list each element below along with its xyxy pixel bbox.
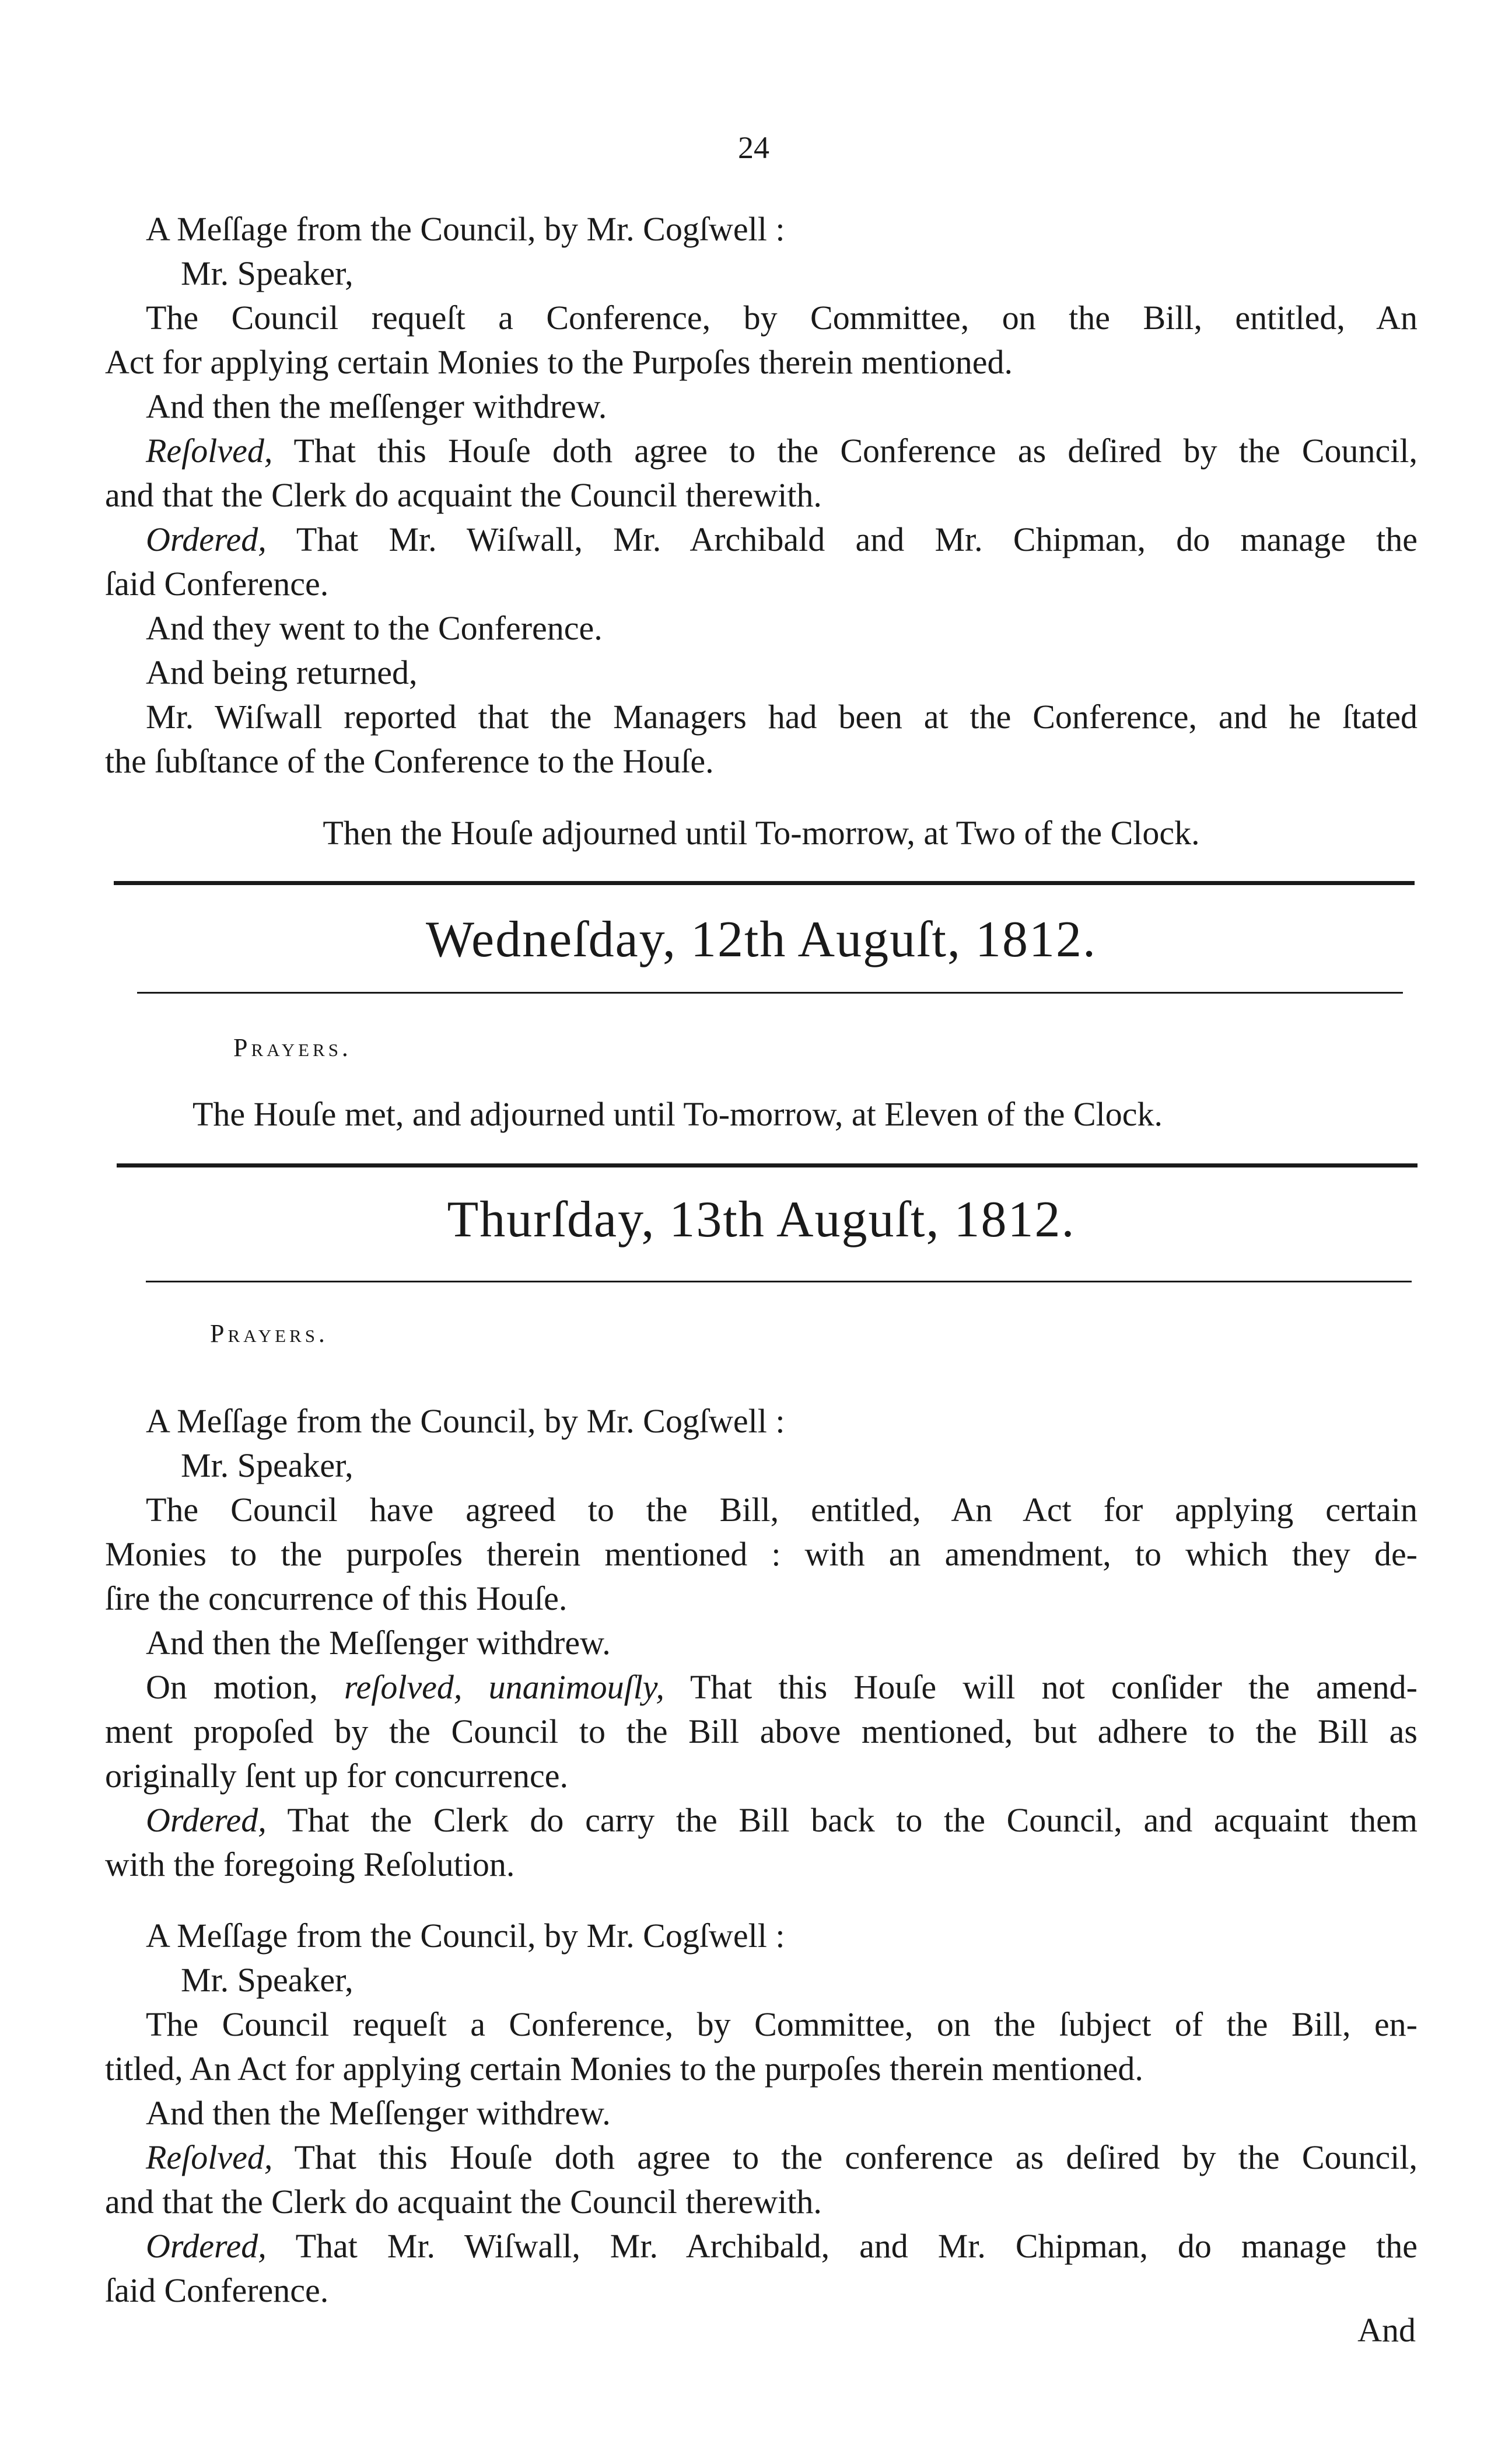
ordered-label: Ordered, <box>146 2227 267 2265</box>
line: And then the Meſſenger withdrew. <box>146 1624 611 1662</box>
line: The Council have agreed to the Bill, entitled, An Act for applying certain <box>146 1491 1418 1529</box>
line: the ſubſtance of the Conference to the Houſe. <box>105 742 714 780</box>
prayers-label: Prayers. <box>210 1319 328 1348</box>
section-rule <box>117 1163 1418 1167</box>
council-message-conference-block <box>105 207 1418 784</box>
line: with the foregoing Reſolution. <box>105 1845 515 1883</box>
line: And they went to the Conference. <box>146 609 603 647</box>
catchword: And <box>1357 2311 1416 2349</box>
line: ſire the concurrence of this Houſe. <box>105 1579 568 1617</box>
line-text: That this Houſe will not conſider the amend- <box>664 1668 1418 1706</box>
line: titled, An Act for applying certain Monies to the purpoſes therein mentioned. <box>105 2050 1143 2088</box>
line: originally ſent up for concurrence. <box>105 1757 568 1795</box>
ordered-label: Ordered, <box>146 1801 267 1839</box>
line: A Meſſage from the Council, by Mr. Cogſwell : <box>146 1402 785 1440</box>
line: ſaid Conference. <box>105 2271 329 2309</box>
line-text: On motion, <box>146 1668 345 1706</box>
resolved-unanimously-label: reſolved, unanimouſly, <box>344 1668 664 1706</box>
resolved-label: Reſolved, <box>146 2138 273 2176</box>
date-heading-wednesday: Wedneſday, 12th Auguſt, 1812. <box>426 911 1097 968</box>
page-number: 24 <box>738 130 769 165</box>
line: ſaid Conference. <box>105 565 329 603</box>
resolution-line <box>105 2135 1418 2180</box>
line-text: That the Clerk do carry the Bill back to the Council, and acquaint them <box>266 1801 1418 1839</box>
line: Monies to the purpoſes therein mentioned : with an amendment, to which they de- <box>105 1535 1418 1573</box>
line: The Council requeſt a Conference, by Committee, on the Bill, entitled, An <box>146 299 1418 337</box>
line-text: That Mr. Wiſwall, Mr. Archibald, and Mr. Chipman, do manage the <box>266 2227 1418 2265</box>
line: ment propoſed by the Council to the Bill above mentioned, but adhere to the Bill as <box>105 1712 1418 1750</box>
line: Mr. Speaker, <box>181 1961 354 1999</box>
line-text: That this Houſe doth agree to the conference as deſired by the Council, <box>272 2138 1418 2176</box>
date-heading-thursday: Thurſday, 13th Auguſt, 1812. <box>447 1191 1076 1248</box>
line: and that the Clerk do acquaint the Council therewith. <box>105 2183 822 2221</box>
line: And then the Meſſenger withdrew. <box>146 2094 611 2132</box>
motion-line <box>105 1665 1418 1710</box>
line: A Meſſage from the Council, by Mr. Cogſwell : <box>146 210 785 248</box>
council-message-conference-block-2 <box>105 1914 1418 2313</box>
line: and that the Clerk do acquaint the Council therewith. <box>105 476 822 514</box>
order-line <box>105 2224 1418 2268</box>
resolution-line <box>105 429 1418 473</box>
line: Mr. Speaker, <box>181 1446 354 1484</box>
order-line <box>105 1798 1418 1843</box>
line: And then the meſſenger withdrew. <box>146 387 607 425</box>
line-text: That this Houſe doth agree to the Conference as deſired by the Council, <box>272 432 1418 470</box>
line: And being returned, <box>146 653 418 691</box>
adjournment-line: The Houſe met, and adjourned until To-morrow, at Eleven of the Clock. <box>192 1095 1163 1133</box>
line: Mr. Wiſwall reported that the Managers had been at the Conference, and he ſtated <box>146 698 1418 736</box>
line: The Council requeſt a Conference, by Committee, on the ſubject of the Bill, en- <box>146 2005 1418 2043</box>
section-rule <box>114 881 1415 885</box>
line: A Meſſage from the Council, by Mr. Cogſwell : <box>146 1917 785 1955</box>
adjournment-line: Then the Houſe adjourned until To-morrow, at Two of the Clock. <box>323 814 1200 852</box>
heading-rule <box>137 992 1403 994</box>
resolved-label: Reſolved, <box>146 432 273 470</box>
order-line <box>105 518 1418 562</box>
line-text: That Mr. Wiſwall, Mr. Archibald and Mr. Chipman, do manage the <box>266 520 1418 558</box>
heading-rule <box>146 1281 1412 1282</box>
council-message-amendment-block <box>105 1399 1418 1887</box>
prayers-label: Prayers. <box>233 1033 352 1062</box>
line: Mr. Speaker, <box>181 254 354 292</box>
line: Act for applying certain Monies to the Purpoſes therein mentioned. <box>105 343 1013 381</box>
ordered-label: Ordered, <box>146 520 267 558</box>
